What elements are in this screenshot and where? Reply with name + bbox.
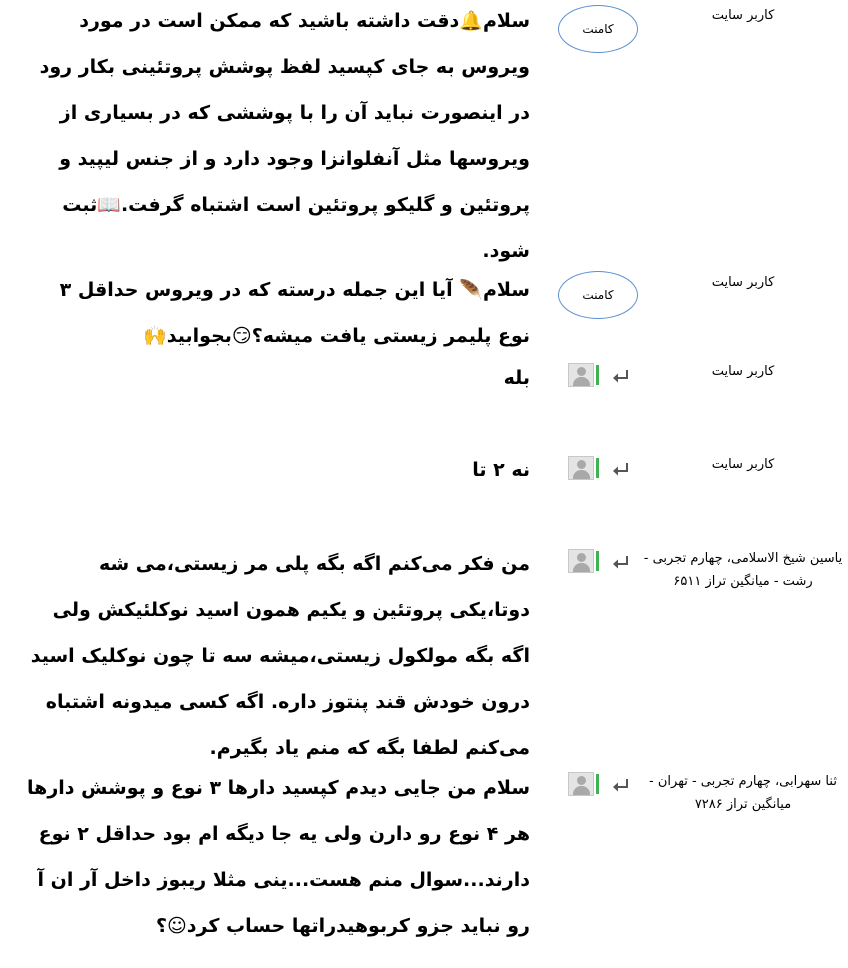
green-marker — [596, 458, 599, 478]
reply-indicator — [568, 456, 630, 482]
reply-arrow-icon[interactable] — [610, 459, 630, 479]
green-marker — [596, 365, 599, 385]
comment-body: سلام🪶 آیا این جمله درسته که در ویروس حداقل ۳ نوع پلیمر زیستی یافت میشه؟😏بجوابید🙌 — [59, 279, 530, 347]
comment-body: سلام🔔دقت داشته باشید که ممکن است در مورد ویروس به جای کپسید لفظ پوشش پروتئینی بکار رود در اینصورت نباید آن را با پوششی که در بسیاری از ویروسها مثل آنفلوانزا وجود دارد و از جنس لیپید و پروتئین و گلیکو پروتئین است اشتباه گرفت.📖ثبت شود. — [39, 10, 530, 262]
reply-body: سلام من جایی دیدم کپسید دارها ۳ نوع و پوشش دارها هر ۴ نوع رو دارن ولی یه جا دیگه ام بود حداقل ۲ نوع دارند...سوال منم هست...ینی مثلا ریبوز داخل آر ان آ رو نباید جزو کربوهیدراتها حساب کرد☺؟ — [27, 777, 530, 937]
comment-author: کاربر سایت — [711, 275, 775, 290]
reply-indicator — [568, 772, 630, 798]
reply-body: بله — [503, 367, 530, 389]
green-marker — [596, 774, 599, 794]
comment-button[interactable]: کامنت — [558, 5, 638, 53]
reply-arrow-icon[interactable] — [610, 775, 630, 795]
reply-arrow-icon[interactable] — [610, 366, 630, 386]
green-marker — [596, 551, 599, 571]
avatar — [568, 456, 594, 480]
reply-author: کاربر سایت — [711, 457, 775, 472]
reply-indicator — [568, 363, 630, 389]
reply-author: ثنا سهرابی، چهارم تجربی - تهران - میانگین تراز ۷۲۸۶ — [649, 774, 837, 812]
reply-body: من فکر می‌کنم اگه بگه پلی مر زیستی،می شه دوتا،یکی پروتئین و یکیم همون اسید نوکلئیکش ولی اگه بگه مولکول زیستی،میشه سه تا چون نوکلیک اسید درون خودش قند پنتوز داره. اگه کسی میدونه اشتباه می‌کنم لطفا بگه که منم یاد بگیرم. — [30, 553, 530, 759]
reply-author: کاربر سایت — [711, 364, 775, 379]
reply-author: یاسین شیخ الاسلامی، چهارم تجربی - رشت - میانگین تراز ۶۵۱۱ — [643, 551, 843, 589]
avatar — [568, 772, 594, 796]
reply-body: نه ۲ تا — [472, 459, 530, 481]
avatar — [568, 549, 594, 573]
reply-indicator — [568, 549, 630, 575]
comment-author: کاربر سایت — [711, 8, 775, 23]
avatar — [568, 363, 594, 387]
reply-arrow-icon[interactable] — [610, 552, 630, 572]
comment-button[interactable]: کامنت — [558, 271, 638, 319]
